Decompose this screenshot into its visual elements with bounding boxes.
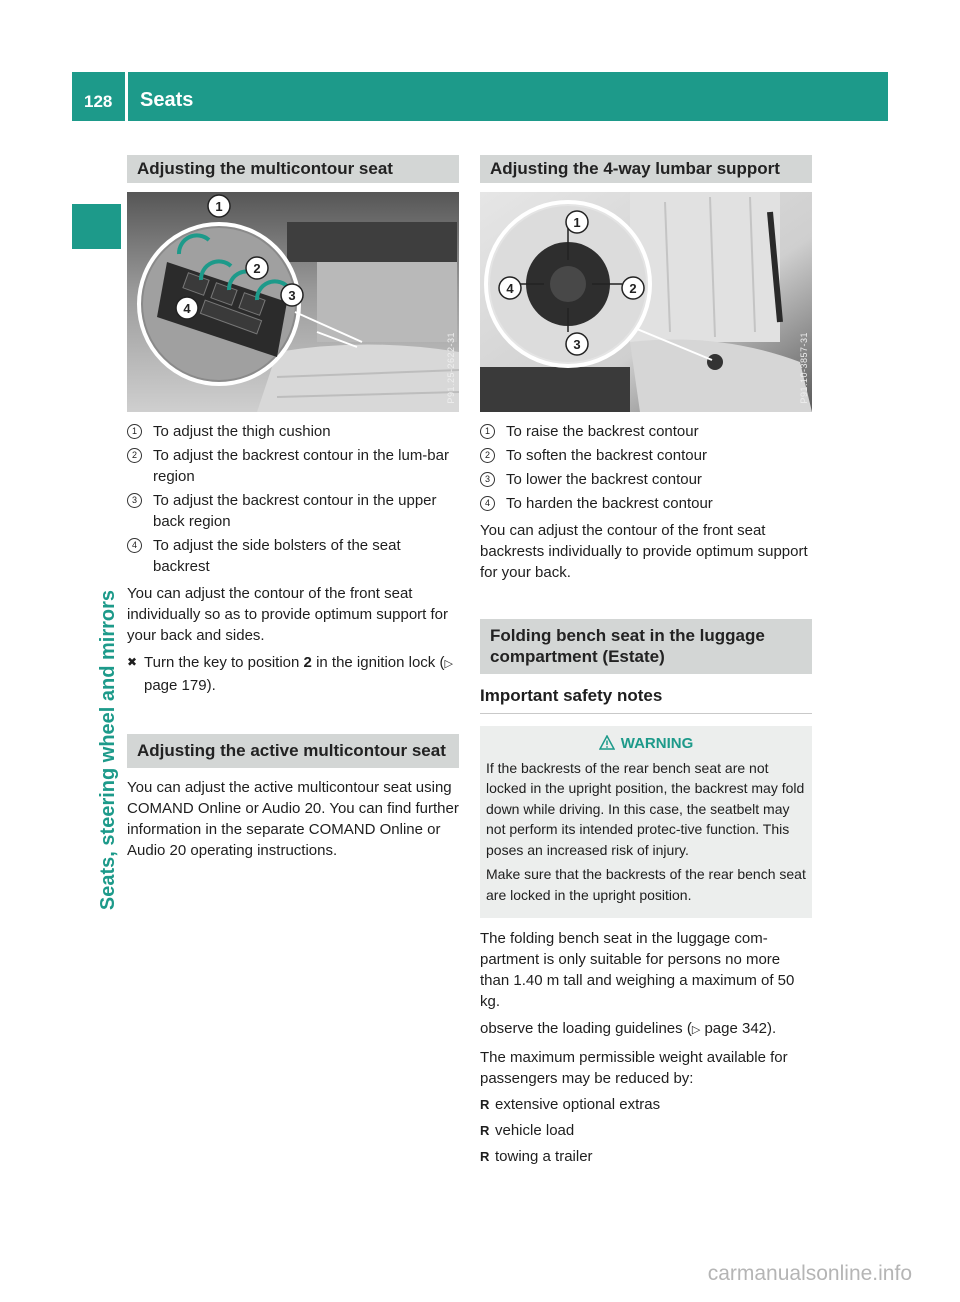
body-paragraph: You can adjust the contour of the front seat backrests individually to provide optimum support for your back. [480, 522, 808, 581]
list-item: 4 To adjust the side bolsters of the seat backrest [127, 535, 459, 577]
right-column [480, 155, 812, 1167]
warning-text: If the backrests of the rear bench seat are not locked in the upright position, the backrest may fold down while driving. In this case, the seatbelt may not perform its intended protec-tive function. This poses an increased risk of injury. [486, 759, 805, 858]
subheading-safety-notes: Important safety notes [480, 686, 812, 714]
instruction-step: ✖ Turn the key to position 2 in the ignition lock (▷ page 179). [127, 654, 453, 694]
figure-callout: 1 [215, 199, 223, 214]
bullet-icon: R [480, 1123, 490, 1138]
list-item: 1 To adjust the thigh cushion [127, 421, 459, 442]
header-divider [125, 72, 128, 121]
step-arrow-icon: ✖ [127, 655, 138, 669]
header-bar [72, 72, 888, 121]
list-item: 3 To adjust the backrest contour in the upper back region [127, 490, 459, 532]
callout-number: 4 [480, 496, 495, 511]
figure-callout: 1 [573, 215, 581, 230]
list-item: 2 To soften the backrest contour [480, 445, 812, 466]
list-item: R vehicle load [480, 1122, 575, 1139]
left-column [127, 155, 459, 861]
warning-text: Make sure that the backrests of the rear bench seat are locked in the upright position. [486, 866, 806, 903]
chapter-tab [72, 204, 121, 249]
figure-code: P91.25-2622-31 [446, 332, 456, 404]
page-title: Seats [140, 89, 194, 111]
watermark: carmanualsonline.info [707, 1262, 912, 1285]
figure-callout: 4 [183, 301, 191, 316]
bullet-icon: R [480, 1097, 490, 1112]
warning-box [480, 726, 812, 918]
callout-number: 2 [127, 448, 142, 463]
body-paragraph: You can adjust the active multicontour seat using COMAND Online or Audio 20. You can find further information in the separate COMAND Online or Audio 20 operating instructions. [127, 779, 459, 859]
bullet-icon: R [480, 1149, 490, 1164]
figure-code: P91.10-3857-31 [799, 332, 809, 404]
callout-number: 3 [127, 493, 142, 508]
warning-triangle-icon [599, 735, 615, 750]
callout-number: 1 [127, 424, 142, 439]
list-item: 3 To lower the backrest contour [480, 469, 812, 490]
callout-number: 2 [480, 448, 495, 463]
body-paragraph: The maximum permissible weight available for passengers may be reduced by: [480, 1049, 788, 1087]
figure-callout: 3 [573, 337, 581, 352]
body-paragraph: You can adjust the contour of the front seat individually so as to provide optimum support for your back and sides. [127, 585, 448, 644]
section-title-folding-bench: Folding bench seat in the luggage compartment (Estate) [480, 619, 812, 674]
list-item: 4 To harden the backrest contour [480, 493, 812, 514]
section-title-lumbar: Adjusting the 4-way lumbar support [480, 155, 812, 183]
page-ref-icon: ▷ [691, 1024, 701, 1036]
figure-lumbar-support [480, 192, 812, 412]
chapter-label: Seats, steering wheel and mirrors [96, 589, 119, 911]
figure-callout: 2 [629, 281, 637, 296]
callout-number: 4 [127, 538, 142, 553]
list-item: R extensive optional extras [480, 1096, 661, 1113]
figure-callout: 4 [506, 281, 514, 296]
warning-title: WARNING [486, 734, 806, 755]
body-paragraph: The folding bench seat in the luggage com-partment is only suitable for persons no more than 1.40 m tall and weighing a maximum of 50 kg. [480, 930, 795, 1010]
page-ref-icon: ▷ [444, 658, 453, 670]
list-item: 2 To adjust the backrest contour in the lum-bar region [127, 445, 459, 487]
page-number: 128 [84, 92, 113, 111]
list-item: 1 To raise the backrest contour [480, 421, 812, 442]
body-paragraph: observe the loading guidelines (▷ page 342). [480, 1020, 777, 1037]
figure-multicontour-seat [127, 192, 459, 412]
section-title-multicontour: Adjusting the multicontour seat [127, 155, 459, 183]
figure-callout: 3 [288, 288, 296, 303]
figure-callout: 2 [253, 261, 261, 276]
callout-number: 1 [480, 424, 495, 439]
section-title-active-multicontour: Adjusting the active multicontour seat [127, 734, 459, 768]
page-reference-link[interactable]: page 342 [704, 1020, 768, 1037]
page-reference-link[interactable]: page 179 [144, 677, 207, 694]
list-item: R towing a trailer [480, 1148, 593, 1165]
callout-number: 3 [480, 472, 495, 487]
